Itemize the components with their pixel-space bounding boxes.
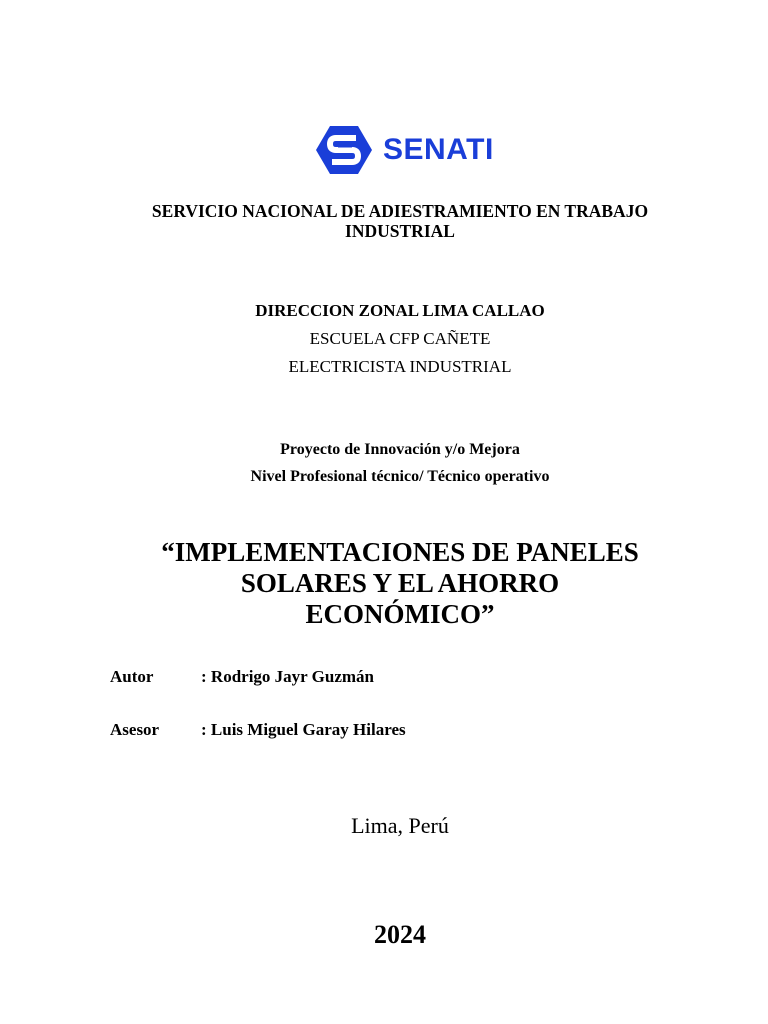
year-text: 2024	[374, 920, 426, 949]
author-label: Autor	[110, 667, 154, 686]
senati-logo	[316, 126, 494, 174]
advisor-row	[110, 720, 406, 740]
document-title	[90, 537, 710, 630]
title-line: “IMPLEMENTACIONES DE PANELES	[161, 537, 639, 567]
senati-logo-icon	[316, 126, 372, 174]
level-text: Nivel Profesional técnico/ Técnico operativo	[250, 468, 550, 485]
title-line: ECONÓMICO”	[305, 599, 495, 629]
title-line: SOLARES Y EL AHORRO	[240, 568, 560, 598]
school-name: ESCUELA CFP CAÑETE	[309, 329, 491, 348]
author-row	[110, 667, 374, 687]
advisor-value: : Luis Miguel Garay Hilares	[201, 720, 406, 739]
program-name: ELECTRICISTA INDUSTRIAL	[288, 357, 512, 376]
project-type: Proyecto de Innovación y/o Mejora	[280, 441, 520, 458]
author-value: : Rodrigo Jayr Guzmán	[201, 667, 374, 686]
advisor-label: Asesor	[110, 720, 160, 739]
zonal-direction: DIRECCION ZONAL LIMA CALLAO	[255, 301, 545, 320]
logo-wordmark: SENATI	[383, 133, 494, 166]
institution-name: SERVICIO NACIONAL DE ADIESTRAMIENTO EN TRABAJO INDUSTRIAL	[151, 201, 649, 241]
place-text: Lima, Perú	[351, 813, 449, 838]
